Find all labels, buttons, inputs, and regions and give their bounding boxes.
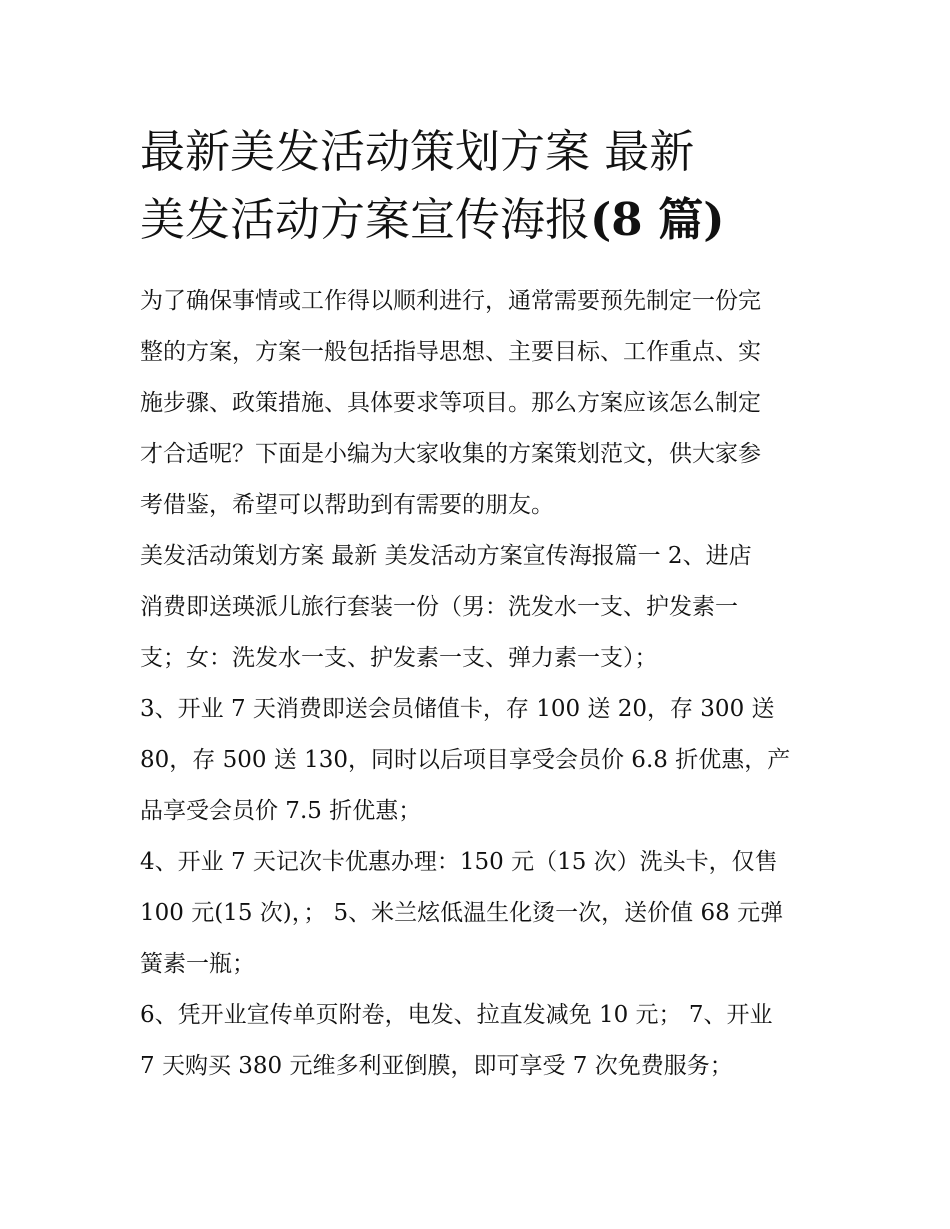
document-body [140, 276, 820, 1092]
page-title [140, 118, 820, 254]
paragraph-line: 3、开业 7 天消费即送会员储值卡，存 100 送 20，存 300 送 [140, 696, 775, 722]
paragraph-line: 7 天购买 380 元维多利亚倒膜，即可享受 7 次免费服务； [140, 1053, 733, 1079]
paragraph-line: 消费即送瑛派儿旅行套装一份（男：洗发水一支、护发素一 [140, 594, 738, 620]
paragraph-line: 100 元(15 次)，； 5、米兰炫低温生化烫一次，送价值 68 元弹 [140, 900, 784, 926]
paragraph-line: 整的方案，方案一般包括指导思想、主要目标、工作重点、实 [140, 339, 761, 365]
paragraph-line: 4、开业 7 天记次卡优惠办理：150 元（15 次）洗头卡，仅售 [140, 849, 778, 875]
item-paragraph-2 [140, 531, 820, 684]
title-line-2-main: 美发活动方案宣传海报 [140, 193, 591, 246]
title-line-2-count: (8 篇) [590, 193, 725, 246]
paragraph-line: 为了确保事情或工作得以顺利进行，通常需要预先制定一份完 [140, 288, 761, 314]
paragraph-line: 80，存 500 送 130，同时以后项目享受会员价 6.8 折优惠，产 [140, 747, 791, 773]
paragraph-line: 品享受会员价 7.5 折优惠； [140, 798, 422, 824]
paragraph-line: 簧素一瓶； [140, 951, 255, 977]
item-paragraph-3 [140, 684, 820, 837]
title-line-1: 最新美发活动策划方案 最新 [140, 125, 695, 178]
paragraph-line: 才合适呢？下面是小编为大家收集的方案策划范文，供大家参 [140, 441, 761, 467]
title-line-2 [140, 186, 820, 254]
paragraph-line: 6、凭开业宣传单页附卷，电发、拉直发减免 10 元； 7、开业 [140, 1002, 773, 1028]
item-paragraph-4-5 [140, 837, 820, 990]
intro-paragraph [140, 276, 820, 531]
paragraph-line: 支；女：洗发水一支、护发素一支、弹力素一支）； [140, 645, 658, 671]
item-paragraph-6-7 [140, 990, 820, 1092]
paragraph-line: 美发活动策划方案 最新 美发活动方案宣传海报篇一 2、进店 [140, 543, 752, 569]
paragraph-line: 施步骤、政策措施、具体要求等项目。那么方案应该怎么制定 [140, 390, 761, 416]
paragraph-line: 考借鉴，希望可以帮助到有需要的朋友。 [140, 492, 554, 518]
